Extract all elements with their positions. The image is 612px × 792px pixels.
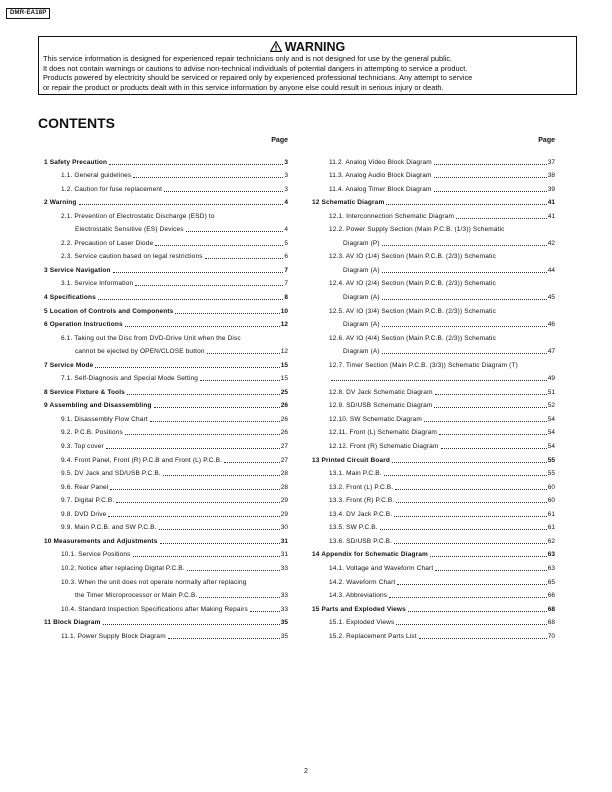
toc-leader-dots: [397, 584, 546, 585]
toc-entry-page: 44: [547, 266, 555, 274]
warning-line: Products powered by electricity should be serviced or repaired only by experienced professional technicians. Any attempt to service: [43, 73, 473, 83]
toc-entry: [306, 573, 555, 587]
toc-entry-title: Diagram (P): [343, 239, 380, 247]
toc-entry: [306, 587, 555, 601]
toc-entry-page: 31: [280, 551, 288, 559]
toc-entry-title: Diagram (A): [343, 294, 380, 302]
toc-entry-title: 11.4. Analog Timer Block Diagram: [329, 185, 432, 193]
toc-leader-dots: [164, 191, 283, 192]
toc-entry-title: 12.5. AV IO (3/4) Section (Main P.C.B. (2/3)) Schematic: [329, 307, 496, 315]
toc-entry-page: 55: [547, 456, 555, 464]
toc-leader-dots: [424, 421, 547, 422]
toc-leader-dots: [200, 380, 280, 381]
toc-entry-page: 42: [547, 239, 555, 247]
toc-entry: [306, 410, 555, 424]
toc-entry-page: 15: [280, 375, 288, 383]
toc-leader-dots: [396, 624, 546, 625]
toc-entry-title: 15 Parts and Exploded Views: [312, 605, 406, 613]
toc-entry-title: 13.5. SW P.C.B.: [329, 524, 378, 532]
toc-entry-page: 8: [284, 294, 288, 302]
toc-entry: [38, 248, 288, 262]
toc-entry: [306, 383, 555, 397]
toc-entry: [306, 153, 555, 167]
toc-leader-dots: [135, 285, 283, 286]
toc-entry: [306, 316, 555, 330]
toc-leader-dots: [456, 218, 547, 219]
toc-entry-page: 33: [280, 605, 288, 613]
toc-entry-title: 2.2. Precaution of Laser Diode: [61, 239, 154, 247]
toc-entry-page: 3: [284, 185, 288, 193]
toc-entry-title: 13.2. Front (L) P.C.B.: [329, 483, 394, 491]
toc-entry: [38, 492, 288, 506]
toc-entry-page: 4: [284, 199, 288, 207]
toc-entry-title: 9.4. Front Panel, Front (R) P.C.B and Front (L) P.C.B.: [61, 456, 223, 464]
toc-leader-dots: [392, 462, 547, 463]
toc-leader-dots: [394, 543, 547, 544]
toc-entry-title: 3.1. Service Information: [61, 280, 134, 288]
toc-entry: [38, 288, 288, 302]
toc-leader-dots: [384, 475, 547, 476]
toc-leader-dots: [154, 407, 280, 408]
toc-entry-page: 12: [280, 321, 288, 329]
toc-entry: [306, 465, 555, 479]
toc-leader-dots: [434, 407, 546, 408]
toc-entry: [306, 248, 555, 262]
toc-entry: [306, 194, 555, 208]
toc-entry: [38, 221, 288, 235]
toc-entry: [38, 316, 288, 330]
toc-entry-page: 66: [547, 592, 555, 600]
toc-entry-title: 13.3. Front (R) P.C.B.: [329, 497, 395, 505]
model-tag: DMR-EA18P: [6, 8, 50, 19]
toc-leader-dots: [186, 231, 284, 232]
toc-entry-title: 8 Service Fixture & Tools: [44, 388, 125, 396]
toc-leader-dots: [110, 489, 279, 490]
page-number: 2: [304, 768, 308, 775]
toc-entry-title: 12.8. DV Jack Schematic Diagram: [329, 388, 433, 396]
toc-entry-page: 70: [547, 632, 555, 640]
warning-title-text: WARNING: [284, 40, 346, 54]
toc-entry-title: 12.3. AV IO (1/4) Section (Main P.C.B. (2/3)) Schematic: [329, 253, 496, 261]
warning-box: [38, 36, 577, 95]
toc-entry-page: 28: [280, 483, 288, 491]
toc-entry: [306, 370, 555, 384]
toc-entry: [38, 478, 288, 492]
toc-entry-title: 13.1. Main P.C.B.: [329, 470, 382, 478]
toc-entry-page: 37: [547, 158, 555, 166]
toc-entry-title: 10.4. Standard Inspection Specifications after Making Repairs: [61, 605, 248, 613]
toc-entry: [38, 465, 288, 479]
toc-leader-dots: [155, 245, 283, 246]
toc-entry-title: 4 Specifications: [44, 294, 96, 302]
toc-entry-page: 6: [284, 253, 288, 261]
warning-line: or repair the product or products dealt with in this service information by anyone else could result in serious injury or death.: [43, 82, 444, 92]
toc-entry-page: 60: [547, 483, 555, 491]
toc-entry-page: 7: [284, 266, 288, 274]
toc-entry-title: 9.1. Disassembly Flow Chart: [61, 415, 148, 423]
warning-line: It does not contain warnings or cautions to advise non-technical individuals of potential dangers in attempting to service a product.: [43, 63, 468, 73]
toc-entry-page: 45: [547, 294, 555, 302]
toc-entry-page: 60: [547, 497, 555, 505]
toc-entry: [38, 546, 288, 560]
toc-entry-page: 65: [547, 578, 555, 586]
toc-entry: [38, 153, 288, 167]
warning-triangle-icon: [270, 41, 282, 52]
toc-leader-dots: [160, 543, 280, 544]
toc-entry-title: 3 Service Navigation: [44, 266, 111, 274]
toc-entry-page: 49: [547, 375, 555, 383]
toc-entry-title: 12.4. AV IO (2/4) Section (Main P.C.B. (2/3)) Schematic: [329, 280, 496, 288]
toc-entry-page: 26: [280, 429, 288, 437]
toc-entry-page: 33: [280, 592, 288, 600]
toc-entry-title: 2.1. Prevention of Electrostatic Discharge (ESD) to: [61, 212, 215, 220]
toc-entry-title: 1.1. General guidelines: [61, 172, 132, 180]
toc-entry: [306, 451, 555, 465]
toc-entry-page: 12: [280, 348, 288, 356]
toc-entry: [306, 614, 555, 628]
toc-entry: [306, 302, 555, 316]
toc-entry-page: 7: [284, 280, 288, 288]
toc-leader-dots: [408, 611, 547, 612]
toc-entry-page: 33: [280, 564, 288, 572]
toc-entry: [38, 302, 288, 316]
toc-leader-dots: [116, 502, 279, 503]
toc-leader-dots: [396, 502, 546, 503]
toc-entry-title: Diagram (A): [343, 348, 380, 356]
toc-entry-page: 63: [547, 551, 555, 559]
toc-leader-dots: [207, 353, 280, 354]
toc-entry: [306, 180, 555, 194]
toc-leader-dots: [199, 597, 279, 598]
toc-leader-dots: [419, 638, 547, 639]
warning-line: This service information is designed for experienced repair technicians only and is not designed for use by the general public.: [43, 54, 453, 63]
toc-entry-page: 27: [280, 443, 288, 451]
toc-entry: [38, 167, 288, 181]
toc-entry-page: 26: [280, 402, 288, 410]
toc-entry-title: 13.4. DV Jack P.C.B.: [329, 510, 393, 518]
toc-entry: [306, 627, 555, 641]
toc-leader-dots: [386, 204, 546, 205]
toc-entry-title: 14.3. Abbreviations: [329, 592, 388, 600]
toc-entry: [306, 207, 555, 221]
toc-entry: [38, 451, 288, 465]
toc-leader-dots: [95, 367, 279, 368]
toc-entry-title: 6 Operation Instructions: [44, 321, 123, 329]
warning-text: [43, 54, 572, 92]
toc-entry: [306, 397, 555, 411]
toc-leader-dots: [382, 272, 547, 273]
warning-title: [39, 40, 576, 54]
toc-entry: [38, 329, 288, 343]
toc-entry: [38, 627, 288, 641]
toc-entry-page: 35: [280, 632, 288, 640]
toc-leader-dots: [439, 434, 547, 435]
page-column-header: Page: [271, 137, 288, 144]
toc-entry-title: 9.3. Top cover: [61, 443, 104, 451]
toc-entry-page: 54: [547, 443, 555, 451]
toc-entry-page: 29: [280, 497, 288, 505]
toc-leader-dots: [108, 516, 279, 517]
toc-leader-dots: [113, 272, 284, 273]
toc-entry: [38, 383, 288, 397]
contents-title: CONTENTS: [38, 115, 115, 131]
toc-entry: [38, 356, 288, 370]
toc-entry-title: cannot be ejected by OPEN/CLOSE button: [75, 348, 205, 356]
toc-entry-page: 27: [280, 456, 288, 464]
toc-entry-page: 63: [547, 564, 555, 572]
toc-leader-dots: [224, 462, 280, 463]
toc-entry-page: 38: [547, 172, 555, 180]
toc-entry-title: 9.5. DV Jack and SD/USB P.C.B.: [61, 470, 161, 478]
toc-entry-title: 11.1. Power Supply Block Diagram: [61, 632, 166, 640]
toc-entry-title: Electrostatic Sensitive (ES) Devices: [75, 226, 184, 234]
toc-entry-title: 12.11. Front (L) Schematic Diagram: [329, 429, 437, 437]
toc-entry: [38, 600, 288, 614]
toc-entry: [38, 343, 288, 357]
toc-entry-title: 14.2. Waveform Chart: [329, 578, 396, 586]
toc-entry-title: 12.6. AV IO (4/4) Section (Main P.C.B. (2/3)) Schematic: [329, 334, 496, 342]
toc-leader-dots: [394, 516, 547, 517]
contents-right-column: [306, 135, 555, 641]
toc-entry-title: 11.3. Analog Audio Block Diagram: [329, 172, 432, 180]
toc-entry-title: 10 Measurements and Adjustments: [44, 537, 158, 545]
toc-entry: [38, 410, 288, 424]
toc-leader-dots: [434, 164, 547, 165]
toc-leader-dots: [98, 299, 283, 300]
toc-entry-page: 41: [547, 212, 555, 220]
toc-entry: [38, 234, 288, 248]
toc-entry: [306, 546, 555, 560]
toc-entry-page: 54: [547, 415, 555, 423]
toc-entry-page: 54: [547, 429, 555, 437]
toc-entry: [306, 275, 555, 289]
toc-entry-page: 25: [280, 388, 288, 396]
toc-entry-title: 2.3. Service caution based on legal restrictions: [61, 253, 203, 261]
toc-entry-page: 61: [547, 524, 555, 532]
toc-entry: [38, 397, 288, 411]
toc-entry-page: 47: [547, 348, 555, 356]
toc-leader-dots: [430, 556, 547, 557]
contents-left-column: [38, 135, 288, 641]
toc-entry-page: 35: [280, 619, 288, 627]
toc-entry: [38, 614, 288, 628]
toc-entry-page: 62: [547, 537, 555, 545]
toc-entry: [306, 343, 555, 357]
toc-entry-title: 6.1. Taking out the Disc from DVD-Drive Unit when the Disc: [61, 334, 241, 342]
toc-leader-dots: [380, 529, 547, 530]
toc-leader-dots: [331, 380, 547, 381]
toc-entry-page: 52: [547, 402, 555, 410]
toc-entry: [38, 519, 288, 533]
toc-leader-dots: [127, 394, 280, 395]
toc-entry: [306, 600, 555, 614]
toc-leader-dots: [109, 164, 283, 165]
toc-entry-page: 29: [280, 510, 288, 518]
toc-entry-page: 41: [547, 199, 555, 207]
toc-entry-page: 61: [547, 510, 555, 518]
toc-entry-title: 15.1. Exploded Views: [329, 619, 395, 627]
toc-leader-dots: [435, 394, 547, 395]
toc-entry: [306, 234, 555, 248]
toc-entry-title: Diagram (A): [343, 321, 380, 329]
toc-entry: [306, 167, 555, 181]
toc-entry-title: 12.10. SW Schematic Diagram: [329, 415, 422, 423]
toc-entry-title: 9.7. Digital P.C.B.: [61, 497, 115, 505]
toc-entry: [306, 519, 555, 533]
toc-entry-title: 12.9. SD/USB Schematic Diagram: [329, 402, 433, 410]
page-column-header: Page: [538, 137, 555, 144]
toc-entry: [38, 532, 288, 546]
toc-leader-dots: [133, 177, 283, 178]
toc-entry-title: 12.1. Interconnection Schematic Diagram: [329, 212, 455, 220]
toc-entry-title: 13.6. SD/USB P.C.B.: [329, 537, 393, 545]
toc-entry-page: 51: [547, 388, 555, 396]
toc-entry-page: 4: [284, 226, 288, 234]
toc-entry: [306, 329, 555, 343]
toc-entry: [306, 288, 555, 302]
toc-entry-title: 11 Block Diagram: [44, 619, 101, 627]
toc-entry: [306, 424, 555, 438]
toc-leader-dots: [250, 611, 280, 612]
toc-leader-dots: [125, 326, 280, 327]
toc-leader-dots: [125, 434, 280, 435]
toc-leader-dots: [175, 313, 279, 314]
toc-entry-page: 10: [280, 307, 288, 315]
toc-entry: [38, 275, 288, 289]
toc-entry: [306, 559, 555, 573]
toc-entry-title: 12.2. Power Supply Section (Main P.C.B. (1/3)) Schematic: [329, 226, 505, 234]
toc-entry-title: 12 Schematic Diagram: [312, 199, 385, 207]
toc-leader-dots: [382, 326, 547, 327]
toc-entry-title: 7 Service Mode: [44, 361, 94, 369]
toc-leader-dots: [434, 177, 547, 178]
toc-entry-title: 10.2. Notice after replacing Digital P.C.B.: [61, 564, 185, 572]
toc-entry: [38, 194, 288, 208]
toc-entry: [306, 478, 555, 492]
toc-entry: [306, 492, 555, 506]
toc-leader-dots: [389, 597, 547, 598]
toc-leader-dots: [382, 245, 547, 246]
toc-entry: [38, 207, 288, 221]
toc-leader-dots: [159, 529, 280, 530]
toc-entry-title: 9.2. P.C.B. Positions: [61, 429, 123, 437]
toc-entry-page: 3: [284, 158, 288, 166]
toc-entry-title: 14 Appendix for Schematic Diagram: [312, 551, 428, 559]
toc-entry: [306, 356, 555, 370]
toc-entry-title: 14.1. Voltage and Waveform Chart: [329, 564, 434, 572]
toc-entry-page: 28: [280, 470, 288, 478]
toc-entry: [306, 221, 555, 235]
toc-entry-page: 31: [280, 537, 288, 545]
toc-entry: [306, 437, 555, 451]
toc-entry-page: 68: [547, 619, 555, 627]
toc-leader-dots: [163, 475, 280, 476]
toc-entry-title: 15.2. Replacement Parts List: [329, 632, 417, 640]
toc-entry-page: 46: [547, 321, 555, 329]
toc-entry: [38, 424, 288, 438]
toc-leader-dots: [79, 204, 284, 205]
toc-entry: [306, 532, 555, 546]
toc-leader-dots: [106, 448, 280, 449]
toc-entry-title: 10.3. When the unit does not operate normally after replacing: [61, 578, 247, 586]
toc-leader-dots: [382, 299, 547, 300]
toc-entry-title: 11.2. Analog Video Block Diagram: [329, 158, 432, 166]
toc-entry-page: 55: [547, 470, 555, 478]
toc-leader-dots: [168, 638, 280, 639]
toc-entry-title: Diagram (A): [343, 266, 380, 274]
toc-leader-dots: [395, 489, 547, 490]
toc-leader-dots: [382, 353, 547, 354]
toc-entry: [38, 505, 288, 519]
toc-entry-page: 39: [547, 185, 555, 193]
toc-entry: [38, 261, 288, 275]
toc-leader-dots: [205, 258, 284, 259]
toc-entry: [38, 559, 288, 573]
toc-entry-title: 9.8. DVD Drive: [61, 510, 107, 518]
toc-entry-title: 10.1. Service Positions: [61, 551, 131, 559]
toc-entry-title: 9 Assembling and Disassembling: [44, 402, 152, 410]
toc-entry-title: 12.12. Front (R) Schematic Diagram: [329, 443, 439, 451]
toc-leader-dots: [150, 421, 280, 422]
toc-leader-dots: [187, 570, 280, 571]
toc-entry: [38, 437, 288, 451]
toc-entry-page: 5: [284, 239, 288, 247]
toc-entry: [38, 573, 288, 587]
toc-leader-dots: [434, 191, 547, 192]
toc-entry-page: 68: [547, 605, 555, 613]
toc-entry-page: 26: [280, 415, 288, 423]
toc-entry-title: 9.9. Main P.C.B. and SW P.C.B.: [61, 524, 157, 532]
toc-entry: [306, 505, 555, 519]
toc-entry: [38, 370, 288, 384]
toc-entry-page: 30: [280, 524, 288, 532]
toc-leader-dots: [441, 448, 547, 449]
toc-entry-title: 9.6. Rear Panel: [61, 483, 109, 491]
toc-entry: [38, 587, 288, 601]
toc-entry-title: 1.2. Caution for fuse replacement: [61, 185, 163, 193]
toc-entry: [306, 261, 555, 275]
toc-entry-page: 15: [280, 361, 288, 369]
toc-entry-title: 5 Location of Controls and Components: [44, 307, 174, 315]
toc-entry-title: 12.7. Timer Section (Main P.C.B. (3/3)) Schematic Diagram (T): [329, 361, 518, 369]
toc-entry-title: 7.1. Self-Diagnosis and Special Mode Setting: [61, 375, 199, 383]
toc-entry-title: 1 Safety Precaution: [44, 158, 108, 166]
toc-leader-dots: [133, 556, 280, 557]
toc-entry: [38, 180, 288, 194]
toc-entry-title: 13 Printed Circuit Board: [312, 456, 391, 464]
toc-entry-page: 3: [284, 172, 288, 180]
toc-leader-dots: [435, 570, 546, 571]
toc-entry-title: the Timer Microprocessor or Main P.C.B.: [75, 592, 198, 600]
toc-entry-title: 2 Warning: [44, 199, 77, 207]
toc-leader-dots: [103, 624, 280, 625]
